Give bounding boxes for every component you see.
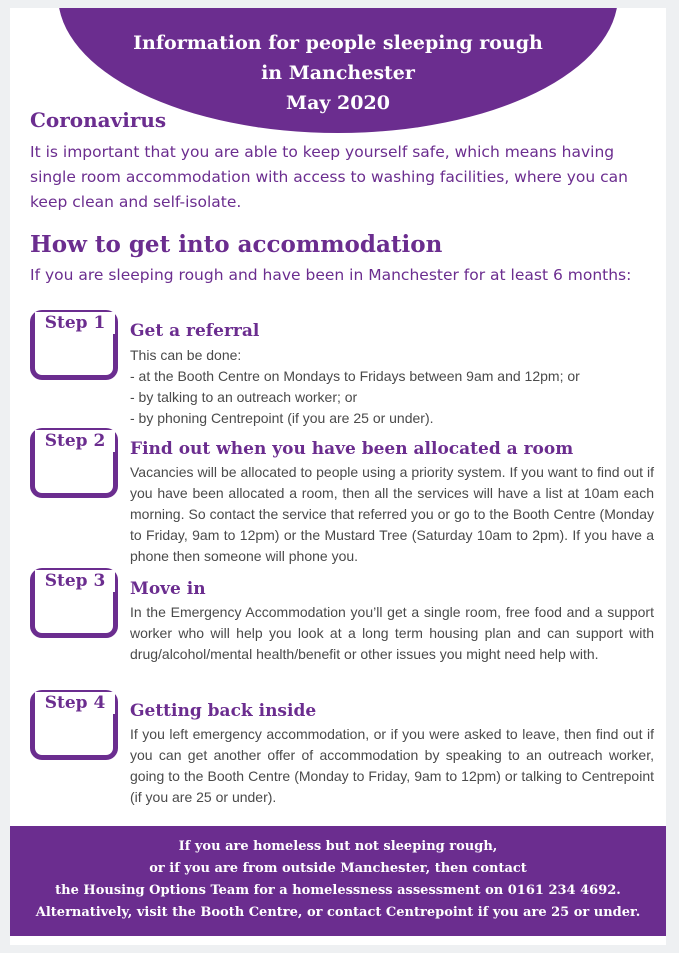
step-4-text: If you left emergency accommodation, or if you were asked to leave, then find out if you can get another offer of accommodation by speaking to an outreach worker, going to the Booth Centre (Monday to Friday, 9am to 12pm) or talking to Centrepoint (if you are 25 or under). (130, 726, 654, 805)
step-2-badge-label: Step 2 (35, 430, 115, 452)
header-title (58, 28, 618, 118)
coronavirus-heading: Coronavirus (30, 108, 167, 132)
step-3-badge (30, 568, 118, 638)
accommodation-lead: If you are sleeping rough and have been in Manchester for at least 6 months: (30, 266, 632, 284)
step-2-text: Vacancies will be allocated to people using a priority system. If you want to find out if you have been allocated a room, then all the services will have a list at 10am each morning. So contact the service that referred you or go to the Booth Centre (Monday to Friday, 9am to 12pm) or the Mustard Tree (Saturday 10am to 2pm). If you have a phone then someone will phone you. (130, 464, 654, 564)
step-1-badge-label: Step 1 (35, 312, 115, 334)
header-title-line1: Information for people sleeping rough (133, 32, 543, 54)
step-4-badge-label: Step 4 (35, 692, 115, 714)
step-3-badge-label: Step 3 (35, 570, 115, 592)
leaflet-page (10, 8, 666, 945)
step-1-line: - at the Booth Centre on Mondays to Fridays between 9am and 12pm; or (130, 368, 580, 384)
step-4-badge (30, 690, 118, 760)
step-1-title: Get a referral (130, 321, 260, 341)
footer-line: the Housing Options Team for a homelessness assessment on 0161 234 4692. (55, 883, 621, 898)
footer-line: If you are homeless but not sleeping rough, (178, 839, 498, 854)
step-4-title: Getting back inside (130, 701, 317, 721)
step-1-badge (30, 310, 118, 380)
step-1-line: This can be done: (130, 347, 242, 363)
accommodation-heading: How to get into accommodation (30, 231, 443, 258)
header-title-line2: in Manchester (261, 62, 415, 84)
header-title-line3: May 2020 (286, 92, 390, 114)
step-1-line: - by talking to an outreach worker; or (130, 389, 358, 405)
step-1-line: - by phoning Centrepoint (if you are 25 or under). (130, 410, 434, 426)
step-2-badge (30, 428, 118, 498)
footer-line: or if you are from outside Manchester, then contact (149, 861, 527, 876)
step-3-title: Move in (130, 579, 206, 599)
footer-line: Alternatively, visit the Booth Centre, or contact Centrepoint if you are 25 or under. (35, 905, 641, 920)
footer-contact-banner (10, 826, 666, 936)
step-2-title: Find out when you have been allocated a room (130, 439, 574, 459)
coronavirus-text: It is important that you are able to keep yourself safe, which means having single room accommodation with access to washing facilities, where you can keep clean and self-isolate. (30, 143, 628, 211)
step-3-text: In the Emergency Accommodation you’ll get a single room, free food and a support worker who will help you look at a long term housing plan and can support with drug/alcohol/mental health/benefit or other issues you might need help with. (130, 604, 654, 662)
